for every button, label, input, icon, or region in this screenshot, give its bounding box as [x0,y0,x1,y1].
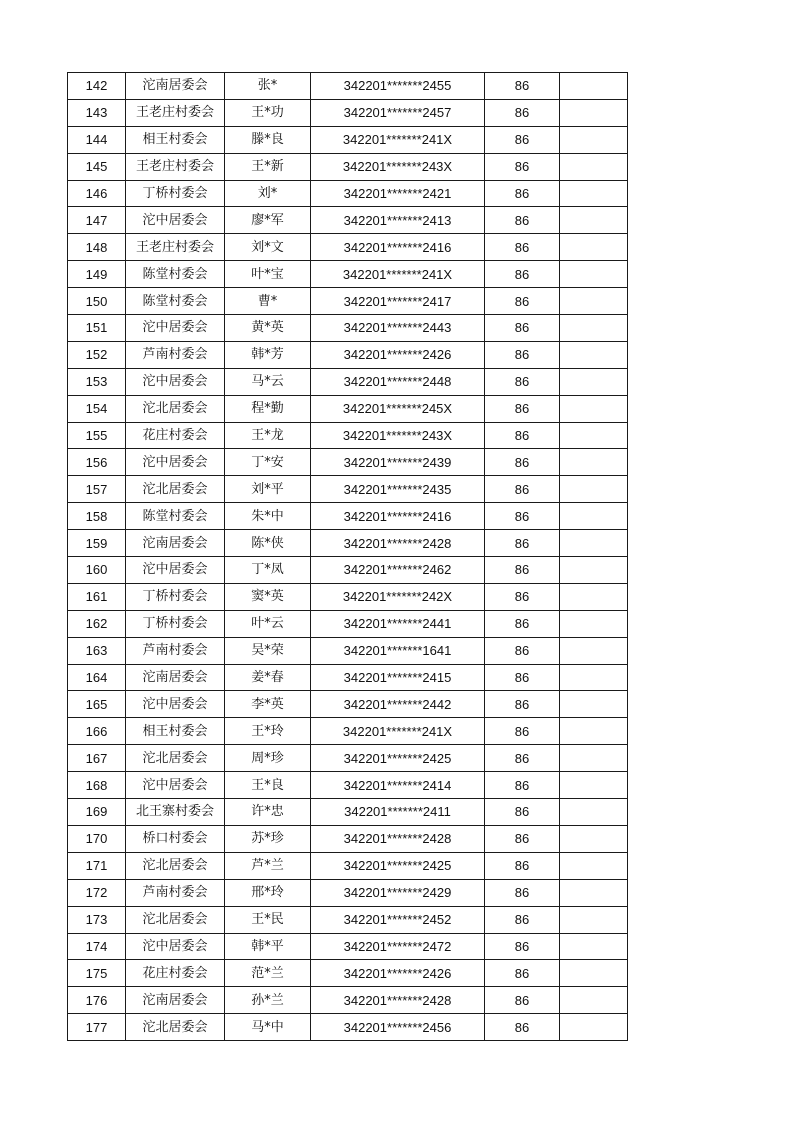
note-cell [560,422,628,449]
table-row [68,799,628,826]
note-cell [560,180,628,207]
note-cell [560,610,628,637]
note-cell [560,530,628,557]
score-cell: 86 [485,126,560,153]
table-row [68,960,628,987]
table-row [68,261,628,288]
unit-cell: 沱中居委会 [126,933,225,960]
person-name-cell: 苏*珍 [225,825,311,852]
person-name-cell: 马*云 [225,368,311,395]
table-row [68,341,628,368]
row-number-cell: 151 [68,315,126,342]
score-cell: 86 [485,207,560,234]
person-name-cell: 丁*凤 [225,557,311,584]
score-cell: 86 [485,879,560,906]
row-number-cell: 157 [68,476,126,503]
id-number-cell: 342201*******2428 [311,825,485,852]
note-cell [560,852,628,879]
id-number-cell: 342201*******2417 [311,288,485,315]
id-number-cell: 342201*******2415 [311,664,485,691]
id-number-cell: 342201*******2428 [311,987,485,1014]
unit-cell: 沱中居委会 [126,772,225,799]
score-cell: 86 [485,180,560,207]
table-row [68,180,628,207]
id-number-cell: 342201*******2416 [311,234,485,261]
person-name-cell: 吴*荣 [225,637,311,664]
person-name-cell: 丁*安 [225,449,311,476]
table-row [68,207,628,234]
score-cell: 86 [485,906,560,933]
score-cell: 86 [485,153,560,180]
note-cell [560,315,628,342]
row-number-cell: 176 [68,987,126,1014]
unit-cell: 王老庄村委会 [126,234,225,261]
note-cell [560,153,628,180]
person-name-cell: 窦*英 [225,583,311,610]
row-number-cell: 177 [68,1014,126,1041]
person-name-cell: 王*功 [225,99,311,126]
id-number-cell: 342201*******2439 [311,449,485,476]
note-cell [560,395,628,422]
id-number-cell: 342201*******2411 [311,799,485,826]
table-row [68,745,628,772]
row-number-cell: 162 [68,610,126,637]
unit-cell: 陈堂村委会 [126,503,225,530]
row-number-cell: 148 [68,234,126,261]
score-cell: 86 [485,476,560,503]
row-number-cell: 154 [68,395,126,422]
id-number-cell: 342201*******241X [311,261,485,288]
id-number-cell: 342201*******243X [311,153,485,180]
unit-cell: 花庄村委会 [126,422,225,449]
score-cell: 86 [485,745,560,772]
score-cell: 86 [485,637,560,664]
row-number-cell: 161 [68,583,126,610]
row-number-cell: 174 [68,933,126,960]
unit-cell: 沱北居委会 [126,906,225,933]
person-name-cell: 王*龙 [225,422,311,449]
person-name-cell: 韩*芳 [225,341,311,368]
unit-cell: 王老庄村委会 [126,99,225,126]
unit-cell: 沱北居委会 [126,852,225,879]
table-row [68,557,628,584]
person-name-cell: 叶*宝 [225,261,311,288]
unit-cell: 丁桥村委会 [126,583,225,610]
note-cell [560,449,628,476]
note-cell [560,73,628,100]
person-name-cell: 王*新 [225,153,311,180]
person-name-cell: 朱*中 [225,503,311,530]
row-number-cell: 153 [68,368,126,395]
table-row [68,126,628,153]
note-cell [560,718,628,745]
person-name-cell: 王*良 [225,772,311,799]
unit-cell: 芦南村委会 [126,341,225,368]
person-name-cell: 孙*兰 [225,987,311,1014]
table-row [68,530,628,557]
id-number-cell: 342201*******2455 [311,73,485,100]
row-number-cell: 144 [68,126,126,153]
row-number-cell: 143 [68,99,126,126]
note-cell [560,261,628,288]
unit-cell: 芦南村委会 [126,879,225,906]
score-cell: 86 [485,341,560,368]
person-name-cell: 程*勤 [225,395,311,422]
row-number-cell: 152 [68,341,126,368]
score-cell: 86 [485,261,560,288]
person-name-cell: 韩*平 [225,933,311,960]
table-row [68,610,628,637]
unit-cell: 沱北居委会 [126,745,225,772]
note-cell [560,207,628,234]
unit-cell: 沱中居委会 [126,207,225,234]
unit-cell: 陈堂村委会 [126,288,225,315]
note-cell [560,772,628,799]
id-number-cell: 342201*******2425 [311,852,485,879]
row-number-cell: 165 [68,691,126,718]
row-number-cell: 142 [68,73,126,100]
unit-cell: 相王村委会 [126,126,225,153]
score-cell: 86 [485,691,560,718]
row-number-cell: 145 [68,153,126,180]
unit-cell: 芦南村委会 [126,637,225,664]
id-number-cell: 342201*******2426 [311,960,485,987]
unit-cell: 沱北居委会 [126,476,225,503]
score-cell: 86 [485,987,560,1014]
row-number-cell: 167 [68,745,126,772]
row-number-cell: 150 [68,288,126,315]
row-number-cell: 173 [68,906,126,933]
unit-cell: 桥口村委会 [126,825,225,852]
note-cell [560,583,628,610]
table-row [68,422,628,449]
note-cell [560,557,628,584]
id-number-cell: 342201*******2472 [311,933,485,960]
unit-cell: 沱中居委会 [126,691,225,718]
id-number-cell: 342201*******2435 [311,476,485,503]
person-name-cell: 刘* [225,180,311,207]
person-name-cell: 王*民 [225,906,311,933]
score-cell: 86 [485,503,560,530]
table-row [68,987,628,1014]
note-cell [560,799,628,826]
row-number-cell: 166 [68,718,126,745]
id-number-cell: 342201*******2462 [311,557,485,584]
unit-cell: 沱北居委会 [126,1014,225,1041]
id-number-cell: 342201*******2421 [311,180,485,207]
note-cell [560,879,628,906]
roster-body [68,73,628,1041]
score-cell: 86 [485,234,560,261]
unit-cell: 王老庄村委会 [126,153,225,180]
person-name-cell: 周*珍 [225,745,311,772]
note-cell [560,664,628,691]
row-number-cell: 156 [68,449,126,476]
table-row [68,583,628,610]
id-number-cell: 342201*******2425 [311,745,485,772]
row-number-cell: 149 [68,261,126,288]
id-number-cell: 342201*******2414 [311,772,485,799]
note-cell [560,691,628,718]
id-number-cell: 342201*******2429 [311,879,485,906]
note-cell [560,234,628,261]
table-row [68,503,628,530]
note-cell [560,637,628,664]
row-number-cell: 169 [68,799,126,826]
table-row [68,933,628,960]
row-number-cell: 160 [68,557,126,584]
id-number-cell: 342201*******2443 [311,315,485,342]
unit-cell: 沱南居委会 [126,664,225,691]
id-number-cell: 342201*******2413 [311,207,485,234]
note-cell [560,933,628,960]
id-number-cell: 342201*******241X [311,718,485,745]
person-name-cell: 滕*良 [225,126,311,153]
score-cell: 86 [485,933,560,960]
person-name-cell: 曹* [225,288,311,315]
person-name-cell: 刘*文 [225,234,311,261]
row-number-cell: 170 [68,825,126,852]
unit-cell: 花庄村委会 [126,960,225,987]
row-number-cell: 164 [68,664,126,691]
note-cell [560,341,628,368]
table-row [68,449,628,476]
score-cell: 86 [485,315,560,342]
id-number-cell: 342201*******2428 [311,530,485,557]
row-number-cell: 171 [68,852,126,879]
id-number-cell: 342201*******241X [311,126,485,153]
score-cell: 86 [485,73,560,100]
unit-cell: 丁桥村委会 [126,610,225,637]
id-number-cell: 342201*******2441 [311,610,485,637]
score-cell: 86 [485,852,560,879]
person-name-cell: 黄*英 [225,315,311,342]
person-name-cell: 许*忠 [225,799,311,826]
note-cell [560,99,628,126]
unit-cell: 沱中居委会 [126,315,225,342]
score-cell: 86 [485,422,560,449]
row-number-cell: 168 [68,772,126,799]
table-row [68,664,628,691]
row-number-cell: 175 [68,960,126,987]
person-name-cell: 范*兰 [225,960,311,987]
person-name-cell: 叶*云 [225,610,311,637]
score-cell: 86 [485,288,560,315]
row-number-cell: 172 [68,879,126,906]
score-cell: 86 [485,530,560,557]
score-cell: 86 [485,610,560,637]
id-number-cell: 342201*******2426 [311,341,485,368]
note-cell [560,288,628,315]
table-row [68,691,628,718]
table-row [68,825,628,852]
table-row [68,395,628,422]
person-name-cell: 陈*侠 [225,530,311,557]
row-number-cell: 155 [68,422,126,449]
table-row [68,772,628,799]
roster-table [67,72,628,1041]
unit-cell: 相王村委会 [126,718,225,745]
person-name-cell: 张* [225,73,311,100]
table-row [68,718,628,745]
note-cell [560,987,628,1014]
score-cell: 86 [485,825,560,852]
table-row [68,906,628,933]
unit-cell: 沱南居委会 [126,530,225,557]
score-cell: 86 [485,557,560,584]
id-number-cell: 342201*******1641 [311,637,485,664]
table-row [68,637,628,664]
table-row [68,153,628,180]
note-cell [560,960,628,987]
row-number-cell: 158 [68,503,126,530]
unit-cell: 北王寨村委会 [126,799,225,826]
table-row [68,879,628,906]
id-number-cell: 342201*******2457 [311,99,485,126]
person-name-cell: 马*中 [225,1014,311,1041]
table-row [68,99,628,126]
table-row [68,288,628,315]
id-number-cell: 342201*******2448 [311,368,485,395]
id-number-cell: 342201*******2416 [311,503,485,530]
id-number-cell: 342201*******2452 [311,906,485,933]
id-number-cell: 342201*******245X [311,395,485,422]
row-number-cell: 147 [68,207,126,234]
id-number-cell: 342201*******2442 [311,691,485,718]
unit-cell: 沱南居委会 [126,987,225,1014]
table-row [68,368,628,395]
person-name-cell: 邢*玲 [225,879,311,906]
unit-cell: 沱中居委会 [126,557,225,584]
id-number-cell: 342201*******242X [311,583,485,610]
id-number-cell: 342201*******243X [311,422,485,449]
table-row [68,852,628,879]
score-cell: 86 [485,718,560,745]
unit-cell: 丁桥村委会 [126,180,225,207]
note-cell [560,745,628,772]
unit-cell: 沱中居委会 [126,368,225,395]
table-row [68,73,628,100]
table-row [68,315,628,342]
table-row [68,234,628,261]
unit-cell: 沱北居委会 [126,395,225,422]
person-name-cell: 刘*平 [225,476,311,503]
score-cell: 86 [485,583,560,610]
score-cell: 86 [485,664,560,691]
unit-cell: 沱中居委会 [126,449,225,476]
score-cell: 86 [485,449,560,476]
score-cell: 86 [485,368,560,395]
note-cell [560,825,628,852]
score-cell: 86 [485,1014,560,1041]
note-cell [560,906,628,933]
person-name-cell: 姜*春 [225,664,311,691]
unit-cell: 沱南居委会 [126,73,225,100]
person-name-cell: 廖*军 [225,207,311,234]
score-cell: 86 [485,960,560,987]
unit-cell: 陈堂村委会 [126,261,225,288]
note-cell [560,126,628,153]
note-cell [560,1014,628,1041]
table-row [68,1014,628,1041]
person-name-cell: 李*英 [225,691,311,718]
row-number-cell: 159 [68,530,126,557]
person-name-cell: 王*玲 [225,718,311,745]
score-cell: 86 [485,772,560,799]
person-name-cell: 芦*兰 [225,852,311,879]
row-number-cell: 163 [68,637,126,664]
id-number-cell: 342201*******2456 [311,1014,485,1041]
note-cell [560,503,628,530]
score-cell: 86 [485,395,560,422]
note-cell [560,368,628,395]
score-cell: 86 [485,799,560,826]
table-row [68,476,628,503]
row-number-cell: 146 [68,180,126,207]
note-cell [560,476,628,503]
score-cell: 86 [485,99,560,126]
